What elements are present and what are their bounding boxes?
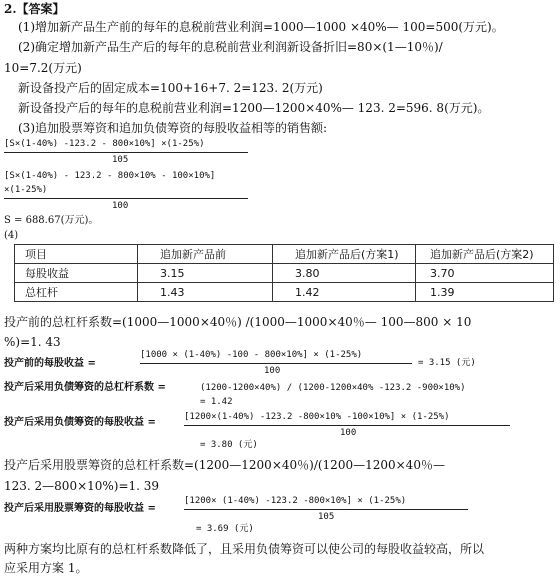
eps-before-denominator: 100	[264, 366, 281, 376]
table-header-cell: 追加新产品后(方案2)	[416, 245, 554, 264]
dtl-before-line2: %)=1. 43	[4, 335, 61, 349]
equity-eps-numerator: [1200× (1-40%) -123.2 -800×10%] × (1-25%)	[184, 496, 407, 506]
break-even-result: S = 688.67(万元)。	[4, 215, 99, 226]
table-cell: 3.15	[138, 264, 273, 283]
conclusion-line2: 应采用方案 1。	[4, 561, 88, 575]
table-header-cell: 追加新产品后(方案1)	[273, 245, 416, 264]
part4-label: (4)	[4, 230, 19, 241]
answer-heading: 2.【答案】	[4, 2, 65, 16]
eps-before-numerator: [1000 × (1-40%) -100 - 800×10%] × (1-25%)	[140, 350, 363, 360]
part1-text: (1)增加新产品生产前的每年的息税前营业利润=1000—1000 ×40%— 100=500(万元)。	[18, 20, 504, 34]
conclusion-line1: 两种方案均比原有的总杠杆系数降低了，且采用负债筹资可以使公司的每股收益较高，所以	[4, 542, 485, 556]
equity-dtl-line1: 投产后采用股票筹资的总杠杆系数=(1200—1200×40％)/(1200—1200×40％—	[4, 458, 445, 472]
table-cell: 总杠杆	[15, 283, 138, 302]
comparison-table	[14, 244, 554, 302]
table-cell: 1.39	[416, 283, 554, 302]
eps-before-result: = 3.15 (元)	[418, 358, 476, 368]
part3-title: (3)追加股票筹资和追加负债筹资的每股收益相等的销售额:	[18, 121, 328, 135]
equity-eps-denominator: 105	[318, 512, 335, 522]
equation-top-numerator: [S×(1-40%) -123.2 - 800×10%] ×(1-25%)	[4, 139, 205, 149]
table-row	[15, 283, 554, 302]
equity-eps-result: = 3.69 (元)	[196, 524, 254, 534]
debt-eps-result: = 3.80 (元)	[200, 440, 258, 450]
fixed-cost-line: 新设备投产后的固定成本=100+16+7. 2=123. 2(万元)	[18, 81, 323, 95]
equation-bottom-numerator-1: [S×(1-40%) - 123.2 - 800×10% - 100×10%]	[4, 171, 216, 181]
equity-eps-fraction-bar	[184, 509, 468, 510]
table-cell: 1.42	[273, 283, 416, 302]
eps-before-fraction-bar	[140, 363, 412, 364]
equation-bottom-numerator-2: ×(1-25%)	[4, 185, 48, 195]
fraction-bar-top	[4, 152, 248, 153]
debt-dtl-expression: (1200-1200×40%) / (1200-1200×40% -123.2 -900×10%)	[200, 383, 466, 393]
debt-dtl-result: = 1.42	[200, 397, 233, 407]
debt-eps-label: 投产后采用负债筹资的每股收益 =	[4, 417, 156, 428]
eps-before-label: 投产前的每股收益 =	[4, 358, 96, 369]
table-cell: 3.70	[416, 264, 554, 283]
table-row	[15, 264, 554, 283]
equity-eps-label: 投产后采用股票筹资的每股收益 =	[4, 503, 156, 514]
debt-eps-numerator: [1200×(1-40%) -123.2 -800×10% -100×10%] × (1-25%)	[184, 412, 450, 422]
table-header-cell: 项目	[15, 245, 138, 264]
dtl-before-line1: 投产前的总杠杆系数=(1000—1000×40％) /(1000—1000×40％— 100—800 × 10	[4, 315, 472, 329]
equation-top-denominator: 105	[112, 155, 129, 165]
ebit-after-line: 新设备投产后的每年的息税前营业利润=1200—1200×40%— 123. 2=596. 8(万元)。	[18, 101, 490, 115]
part2-line2: 10=7.2(万元)	[4, 61, 82, 75]
fraction-bar-bottom	[4, 198, 248, 199]
part2-line1: (2)确定增加新产品生产后的每年的息税前营业利润新设备折旧=80×(1—10％)/	[18, 40, 443, 54]
debt-eps-denominator: 100	[340, 428, 357, 438]
table-cell: 每股收益	[15, 264, 138, 283]
debt-eps-fraction-bar	[184, 425, 510, 426]
equation-bottom-denominator: 100	[112, 201, 129, 211]
table-header-row	[15, 245, 554, 264]
table-cell: 1.43	[138, 283, 273, 302]
debt-dtl-label: 投产后采用负债筹资的总杠杆系数 =	[4, 382, 166, 393]
equity-dtl-line2: 123. 2—800×10%)=1. 39	[4, 479, 160, 493]
table-header-cell: 追加新产品前	[138, 245, 273, 264]
table-cell: 3.80	[273, 264, 416, 283]
